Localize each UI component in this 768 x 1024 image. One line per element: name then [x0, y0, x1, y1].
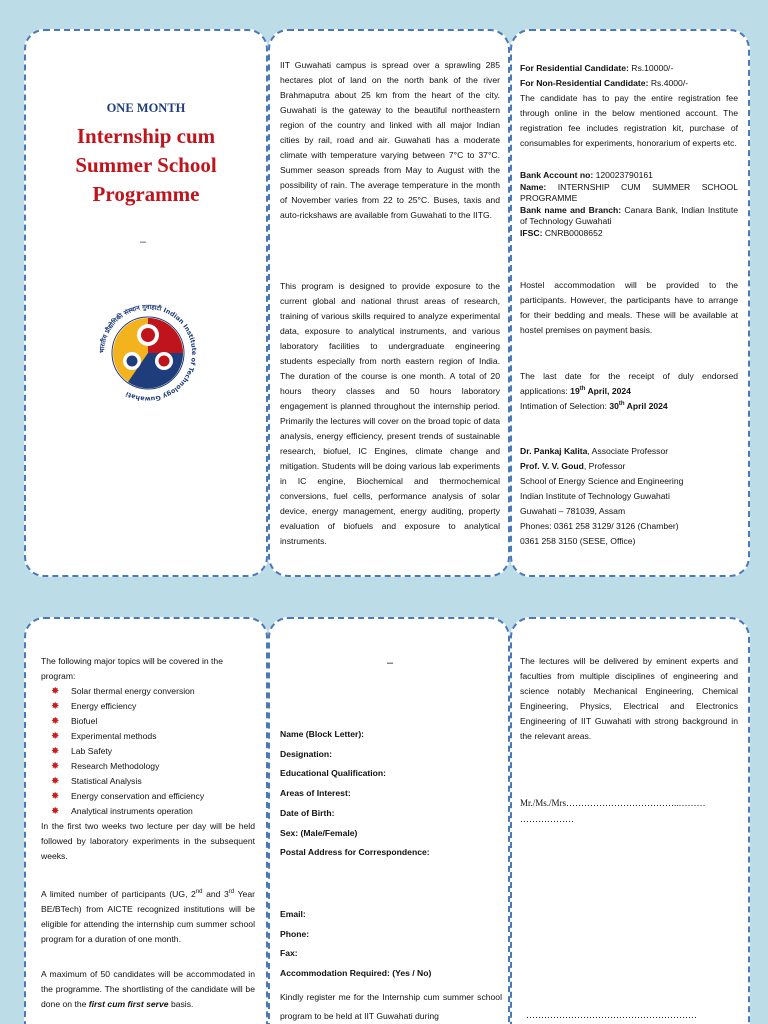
topic-item: [51, 714, 255, 729]
last-date: [520, 369, 738, 399]
bank-branch-label: Bank name and Branch:: [520, 204, 622, 215]
maple-leaf-icon: ✸: [51, 731, 60, 742]
field-qualification: Educational Qualification:: [280, 768, 386, 779]
last-date-sup: th: [579, 386, 586, 393]
contact-dept: School of Energy Science and Engineering: [520, 476, 684, 486]
program-paragraph: This program is designed to provide exposure to the current global and national thrust areas of research, training of various skills required to analyze experimental data, exposure to analytical instruments, and various laboratory facilities to undergraduate engineering students especially from north eastern region of India. The duration of the course is one month. A total of 20 hours theory classes and 50 hours laboratory engagement is planned throughout the internship period. Primarily the lectures will cover on the broad topic of data analysis, energy efficiency, present trends of sustainable research, biofuel, IC Engines, climate change and mitigation. Students will be doing various lab experiments in IC engine, Biochemical and thermochemical conversions, fuel cells, performance analysis of solar device, energy management, energy auditing, property evaluation of biofuels and exposure to analytical instruments.: [280, 281, 500, 546]
contact1-role: , Associate Professor: [587, 446, 669, 456]
topic-item: [51, 789, 255, 804]
intimation-sup: th: [618, 401, 625, 408]
topic-item: [51, 759, 255, 774]
elig-sup-2: rd: [228, 889, 235, 896]
contact2-role: , Professor: [583, 461, 626, 471]
bank-details: [520, 170, 738, 239]
experts-panel: [510, 617, 750, 1024]
topics-intro: The following major topics will be covered in the program:: [41, 656, 223, 681]
title-line-2: Summer School: [75, 153, 217, 177]
signature-line: …………………………………………………: [526, 1010, 697, 1020]
max-text: A maximum of 50 candidates will be accommodated in the programme. The shortlisting of the candidate will be done on the: [41, 969, 255, 1009]
contact-phone-2: 0361 258 3150 (SESE, Office): [520, 536, 636, 546]
topic-item: [51, 699, 255, 714]
bank-name-label: Name:: [520, 181, 547, 192]
topic-text: Energy conservation and efficiency: [71, 791, 205, 801]
lectures-paragraph: The lectures will be delivered by eminent experts and faculties from multiple disciplines of engineering and science notably Mechanical Engineering, Chemical Engineering, Physics, Electrical and Electronics Engineering of IIT Guwahati with strong background in the relevant areas.: [520, 656, 738, 741]
about-panel: [268, 29, 510, 577]
elig-post: Year BE/BTech) from AICTE recognized institutions will be eligible for attending the internship cum summer school program for a duration of one month.: [41, 889, 255, 944]
title-line-3: Programme: [92, 182, 200, 206]
intimation-date: [520, 399, 738, 414]
subtitle: ONE MONTH: [106, 101, 186, 115]
maple-leaf-icon: ✸: [51, 806, 60, 817]
dots-line-1: ………………: [520, 814, 574, 824]
last-date-rest: April, 2024: [585, 386, 631, 396]
contact-section: [520, 444, 742, 549]
fcfs-text: first cum first serve: [88, 999, 169, 1009]
field-name: Name (Block Letter):: [280, 729, 365, 739]
topic-item: [51, 804, 255, 819]
last-date-day: 19: [570, 386, 580, 396]
declaration-lines: [520, 795, 740, 827]
campus-paragraph: IIT Guwahati campus is spread over a sprawling 285 hectares plot of land on the north bank of the river Brahmaputra about 25 km from the heart of the city. Guwahati is the gateway to the beautiful northeastern region of the country and linked with all major Indian cities by rail, road and air. Guwahati has a moderate climate with temperature varying between 7°C to 37°C. Summer season spreads from May to August with the possibility of rain. The average temperature in the month of November varies from 22 to 25°C. Buses, taxis and auto-rickshaws are available from Guwahati to the IITG.: [280, 60, 500, 220]
form-dash: –: [387, 657, 394, 669]
topics-list: [51, 684, 255, 819]
title-line-1: Internship cum: [76, 124, 216, 148]
field-email: Email:: [280, 909, 306, 919]
maple-leaf-icon: ✸: [51, 701, 60, 712]
maple-leaf-icon: ✸: [51, 791, 60, 802]
form-fields-1: [280, 725, 502, 863]
bank-name-value: INTERNSHIP CUM SUMMER SCHOOL PROGRAMME: [520, 181, 738, 203]
contact1-name: Dr. Pankaj Kalita: [520, 446, 588, 456]
topic-text: Research Methodology: [71, 761, 160, 771]
contact-phone-1: Phones: 0361 258 3129/ 3126 (Chamber): [520, 521, 679, 531]
fee-paragraph: The candidate has to pay the entire registration fee through online in the below mentioned account. The registration fee includes registration kit, purchase of consumables for experiments, honorarium of experts etc.: [520, 93, 738, 148]
contact2-name: Prof. V. V. Goud: [520, 461, 584, 471]
mr-ms-line: Mr./Ms./Mrs………………………………..………: [520, 798, 706, 808]
fee-nonresidential: [520, 76, 738, 91]
eligibility-paragraph: [41, 887, 255, 947]
last-date-text: The last date for the receipt of duly endorsed applications:: [520, 371, 738, 396]
topic-text: Statistical Analysis: [71, 776, 142, 786]
elig-sup-1: nd: [195, 889, 203, 896]
maple-leaf-icon: ✸: [51, 686, 60, 697]
form-fields-2: [280, 905, 502, 984]
topic-text: Experimental methods: [71, 731, 157, 741]
field-phone: Phone:: [280, 928, 310, 939]
field-interest: Areas of Interest:: [280, 788, 351, 799]
field-dob: Date of Birth:: [280, 807, 335, 818]
topic-text: Solar thermal energy conversion: [71, 686, 195, 696]
topic-item: [51, 729, 255, 744]
registration-panel: [510, 29, 750, 577]
register-paragraph: Kindly register me for the Internship cum summer school program to be held at IIT Guwahati during: [280, 992, 502, 1021]
intimation-day: 30: [609, 401, 619, 411]
intimation-rest: April 2024: [624, 401, 668, 411]
field-accommodation: Accommodation Required: (Yes / No): [280, 968, 432, 979]
topic-text: Analytical instruments operation: [71, 806, 193, 816]
topic-item: [51, 684, 255, 699]
topic-text: Energy efficiency: [71, 701, 137, 711]
maple-leaf-icon: ✸: [51, 776, 60, 787]
title-dash: –: [140, 236, 147, 248]
bank-branch-value: Canara Bank, Indian Institute of Technology Guwahati: [520, 204, 738, 226]
topics-panel: [24, 617, 268, 1024]
topic-text: Biofuel: [71, 716, 98, 726]
fee-residential-label: For Residential Candidate:: [520, 63, 629, 73]
bank-account-label: Bank Account no:: [520, 170, 594, 180]
fee-nonresidential-value: Rs.4000/-: [648, 78, 689, 88]
ifsc-value: CNRB0008652: [542, 227, 603, 238]
contact-institute: Indian Institute of Technology Guwahati: [520, 491, 670, 501]
fee-section: [520, 61, 738, 151]
hostel-paragraph: Hostel accommodation will be provided to the participants. However, the participants have to arrange for their bedding and meals. These will be available at hostel premises on payment basis.: [520, 280, 738, 335]
field-address: Postal Address for Correspondence:: [280, 847, 430, 858]
ifsc-label: IFSC:: [520, 227, 543, 238]
maple-leaf-icon: ✸: [51, 761, 60, 772]
topics-section: [41, 654, 255, 864]
cover-panel: [24, 29, 268, 577]
maximum-paragraph: [41, 967, 255, 1012]
maple-leaf-icon: ✸: [51, 746, 60, 757]
topic-item: [51, 744, 255, 759]
field-designation: Designation:: [280, 748, 333, 759]
iitg-logo: [98, 303, 198, 403]
field-sex: Sex: (Male/Female): [280, 827, 358, 838]
fee-residential-value: Rs.10000/-: [628, 63, 674, 73]
logo-text: भारतीय प्रौद्योगिकी संस्थान गुवाहाटी Indian Institute of Technology Guwahati: [98, 303, 198, 403]
maple-leaf-icon: ✸: [51, 716, 60, 727]
elig-mid: and 3: [202, 889, 229, 899]
topic-item: [51, 774, 255, 789]
basis-text: basis.: [168, 999, 194, 1009]
dates-section: [520, 369, 738, 414]
fee-nonresidential-label: For Non-Residential Candidate:: [520, 78, 649, 88]
contact-address: Guwahati – 781039, Assam: [520, 506, 626, 516]
field-fax: Fax:: [280, 948, 298, 959]
form-panel: [268, 617, 510, 1024]
elig-pre: A limited number of participants (UG, 2: [41, 889, 196, 899]
intimation-text: Intimation of Selection:: [520, 401, 610, 411]
page-title: [26, 122, 266, 209]
bank-account-value: 120023790161: [593, 170, 653, 180]
lecture-paragraph: In the first two weeks two lecture per day will be held followed by laboratory experiments in the subsequent weeks.: [41, 821, 255, 861]
topic-text: Lab Safety: [71, 746, 113, 756]
fee-residential: [520, 61, 738, 76]
